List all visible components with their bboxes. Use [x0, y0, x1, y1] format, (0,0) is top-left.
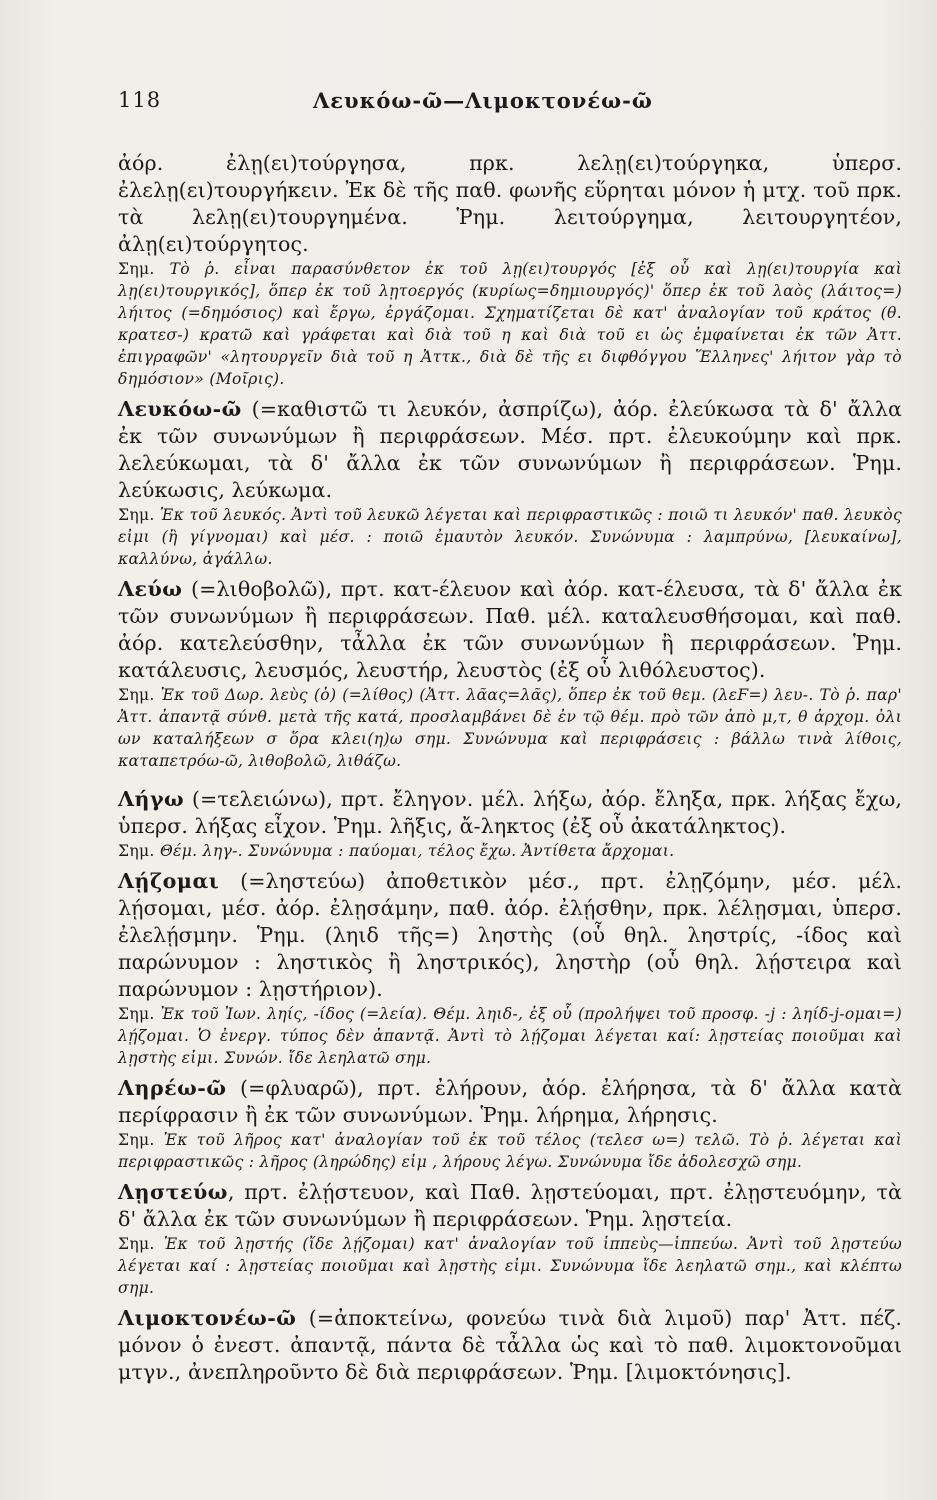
entry-lereo	[118, 1075, 902, 1173]
entry-body: (=τελειώνω), πρτ. ἔληγον. μέλ. λήξω, ἀόρ. ἔληξα, πρκ. λήξας ἔχω, ὑπερσ. λήξας εἶχον. Ῥημ. λῆξις, ἄ-ληκτος (ἐξ οὗ ἀκατάληκτος).	[118, 787, 902, 838]
entry-leizomai	[118, 868, 902, 1069]
note-label: Σημ.	[118, 1235, 155, 1253]
entry-text	[118, 576, 902, 684]
note-text: Θέμ. ληγ-. Συνώνυμα : παύομαι, τέλος ἔχω. Ἀντίθετα ἄρχομαι.	[159, 842, 675, 860]
entry-body: (=φλυαρῶ), πρτ. ἐλήρουν, ἀόρ. ἐλήρησα, τὰ δ' ἄλλα κατὰ περίφρασιν ἢ ἐκ τῶν συνωνύμων. Ῥημ. λήρημα, λήρησις.	[118, 1076, 902, 1127]
entry-leitourgeo-continued	[118, 150, 902, 390]
entry-limoktoneo	[118, 1305, 902, 1386]
note-label: Σημ.	[118, 842, 155, 860]
entry-body: (=λιθοβολῶ), πρτ. κατ-έλευον καὶ ἀόρ. κατ-έλευσα, τὰ δ' ἄλλα ἐκ τῶν συνωνύμων ἢ περιφράσεων. Παθ. μέλ. καταλευσθήσομαι, καὶ παθ. ἀόρ. κατελεύσθην, τἆλλα ἐκ τῶν συνωνύμων ἢ περιφράσεων. Ῥημ. κατάλευσις, λευσμός, λευστήρ, λευστὸς (ἐξ οὗ λιθόλευστος).	[118, 577, 902, 682]
entry-leuo	[118, 576, 902, 772]
note-label: Σημ.	[118, 260, 155, 278]
entry-leisteuo	[118, 1179, 902, 1299]
page-header	[118, 88, 857, 118]
entry-note	[118, 258, 902, 390]
dictionary-body	[118, 150, 902, 1390]
running-head: Λευκόω-ῶ—Λιμοκτονέω-ῶ	[313, 88, 653, 113]
note-text: Ἐκ τοῦ λευκός. Ἀντὶ τοῦ λευκῶ λέγεται καὶ περιφραστικῶς : ποιῶ τι λευκόν' παθ. λευκὸς εἰμι (ἢ γίγνομαι) καὶ μέσ. : ποιῶ ἐμαυτὸν λευκόν. Συνώνυμα : λαμπρύνω, [λευκαίνω], καλλύνω, ἀγάλλω.	[118, 506, 902, 568]
entry-text: ἀόρ. ἐλῃ(ει)τούργησα, πρκ. λελῃ(ει)τούργηκα, ὑπερσ. ἐλελῃ(ει)τουργήκειν. Ἐκ δὲ τῆς παθ. φωνῆς εὕρηται μόνον ἡ μτχ. τοῦ πρκ. τὰ λελῃ(ει)τουργημένα. Ῥημ. λειτούργημα, λειτουργητέον, ἀλῃ(ει)τούργητος.	[118, 151, 902, 256]
note-label: Σημ.	[118, 686, 155, 704]
headword: Λευκόω-ῶ	[118, 397, 242, 421]
entry-note	[118, 504, 902, 570]
entry-text	[118, 868, 902, 1003]
entry-note	[118, 840, 902, 862]
entry-body: (=ἀποκτείνω, φονεύω τινὰ διὰ λιμοῦ) παρ' Ἀττ. πέζ. μόνον ὁ ἐνεστ. ἀπαντᾷ, πάντα δὲ τἆλλα ὡς καὶ τὸ παθ. λιμοκτονοῦμαι μτγν., ἀνεπληροῦντο δὲ διὰ περιφράσεων. Ῥημ. [λιμοκτόνησις].	[118, 1306, 902, 1384]
entry-text	[118, 1305, 902, 1386]
entry-body: (=καθιστῶ τι λευκόν, ἀσπρίζω), ἀόρ. ἐλεύκωσα τὰ δ' ἄλλα ἐκ τῶν συνωνύμων ἢ περιφράσεων. Μέσ. πρτ. ἐλευκούμην καὶ πρκ. λελεύκωμαι, τὰ δ' ἄλλα ἐκ τῶν συνωνύμων ἢ περιφράσεων. Ῥημ. λεύκωσις, λεύκωμα.	[118, 397, 902, 502]
note-text: Ἐκ τοῦ Δωρ. λεὺς (ὁ) (=λίθος) (Ἀττ. λᾶας=λᾶς), ὅπερ ἐκ τοῦ θεμ. (λεϜ=) λευ-. Τὸ ῥ. παρ' Ἀττ. ἀπαντᾷ σύνθ. μετὰ τῆς κατά, προσλαμβάνει δὲ ἐν τῷ θέμ. πρὸ τῶν ἀπὸ μ,τ, θ ἀρχομ. ὀλι ων καταλήξεων σ ὅρα κλει(η)ω σημ. Συνώνυμα καὶ περιφράσεις : βάλλω τινὰ λίθοις, καταπετρόω-ῶ, λιθοβολῶ, λιθάζω.	[118, 686, 902, 770]
entry-text	[118, 1075, 902, 1129]
entry-body: (=ληστεύω) ἀποθετικὸν μέσ., πρτ. ἐλῃζόμην, μέσ. μέλ. λῄσομαι, μέσ. ἀόρ. ἐλῃσάμην, παθ. ἀόρ. ἐλῄσθην, πρκ. λέλῃσμαι, ὑπερσ. ἐλελῄσμην. Ῥημ. (ληιδ τῆς=) ληστὴς (οὗ θηλ. ληστρίς, -ίδος καὶ παρώνυμον : ληστικὸς ἢ ληστρικός), ληστὴρ (οὗ θηλ. λῄστειρα καὶ παρώνυμον : λῃστήριον).	[118, 869, 902, 1001]
headword: Λιμοκτονέω-ῶ	[118, 1306, 297, 1330]
headword: Ληρέω-ῶ	[118, 1076, 227, 1100]
entry-note	[118, 684, 902, 772]
entry-text	[118, 1179, 902, 1233]
note-label: Σημ.	[118, 1131, 155, 1149]
headword: Λήγω	[118, 787, 185, 811]
page-number: 118	[118, 88, 162, 112]
note-text: Τὸ ῥ. εἶναι παρασύνθετον ἐκ τοῦ λῃ(ει)τουργός [ἐξ οὗ καὶ λῃ(ει)τουργία καὶ λῃ(ει)τουργικός], ὅπερ ἐκ τοῦ λῃτοεργός (κυρίως=δημιουργός)' ὅπερ ἐκ τοῦ λαὸς (λάιτος=) λήιτος (=δημόσιος) καὶ ἔργω, ἐργάζομαι. Σχηματίζεται δὲ κατ' ἀναλογίαν τοῦ κράτος (θ. κρατεσ-) κρατῶ καὶ γράφεται καὶ διὰ τοῦ η καὶ διὰ τοῦ ει ὡς ἐμφαίνεται ἐκ τῶν Ἀττ. ἐπιγραφῶν' «λητουργεῖν διὰ τοῦ η Ἀττκ., διὰ δὲ τῆς ει διφθόγγου Ἕλληνες' λήιτον γὰρ τὸ δημόσιον» (Μοῖρις).	[118, 260, 902, 388]
headword: Λεύω	[118, 577, 183, 601]
entry-text	[118, 396, 902, 504]
entry-note	[118, 1129, 902, 1173]
entry-body: , πρτ. ἐλῄστευον, καὶ Παθ. λῃστεύομαι, πρτ. ἐλῃστευόμην, τὰ δ' ἄλλα ἐκ τῶν συνωνύμων ἢ περιφράσεων. Ῥημ. λῃστεία.	[118, 1180, 902, 1231]
headword: Λῄζομαι	[118, 869, 220, 893]
headword: Λῃστεύω	[118, 1180, 228, 1204]
entry-text	[118, 786, 902, 840]
entry-note	[118, 1003, 902, 1069]
entry-note	[118, 1233, 902, 1299]
note-text: Ἐκ τοῦ λῃστής (ἴδε λῄζομαι) κατ' ἀναλογίαν τοῦ ἱππεὺς—ἱππεύω. Ἀντὶ τοῦ λῃστεύω λέγεται καί : λῃστείας ποιοῦμαι καὶ λῃστὴς εἰμι. Συνώνυμα ἴδε λεηλατῶ σημ., καὶ κλέπτω σημ.	[118, 1235, 902, 1297]
note-text: Ἐκ τοῦ Ἰων. ληίς, -ίδος (=λεία). Θέμ. ληιδ-, ἐξ οὗ (προλήψει τοῦ προσφ. -j : ληίδ-j-ομαι=) λῄζομαι. Ὁ ἐνεργ. τύπος δὲν ἀπαντᾷ. Ἀντὶ τὸ λῄζομαι λέγεται καί: λῃστείας ποιοῦμαι καὶ λῃστὴς εἰμι. Συνών. ἴδε λεηλατῶ σημ.	[118, 1005, 902, 1067]
note-label: Σημ.	[118, 1005, 155, 1023]
note-text: Ἐκ τοῦ λῆρος κατ' ἀναλογίαν τοῦ ἐκ τοῦ τέλος (τελεσ ω=) τελῶ. Τὸ ῥ. λέγεται καὶ περιφραστικῶς : λῆρος (ληρώδης) εἰμ , λήρους λέγω. Συνώνυμα ἴδε ἀδολεσχῶ σημ.	[118, 1131, 902, 1171]
entry-leukoo	[118, 396, 902, 570]
entry-lego	[118, 786, 902, 862]
note-label: Σημ.	[118, 506, 155, 524]
